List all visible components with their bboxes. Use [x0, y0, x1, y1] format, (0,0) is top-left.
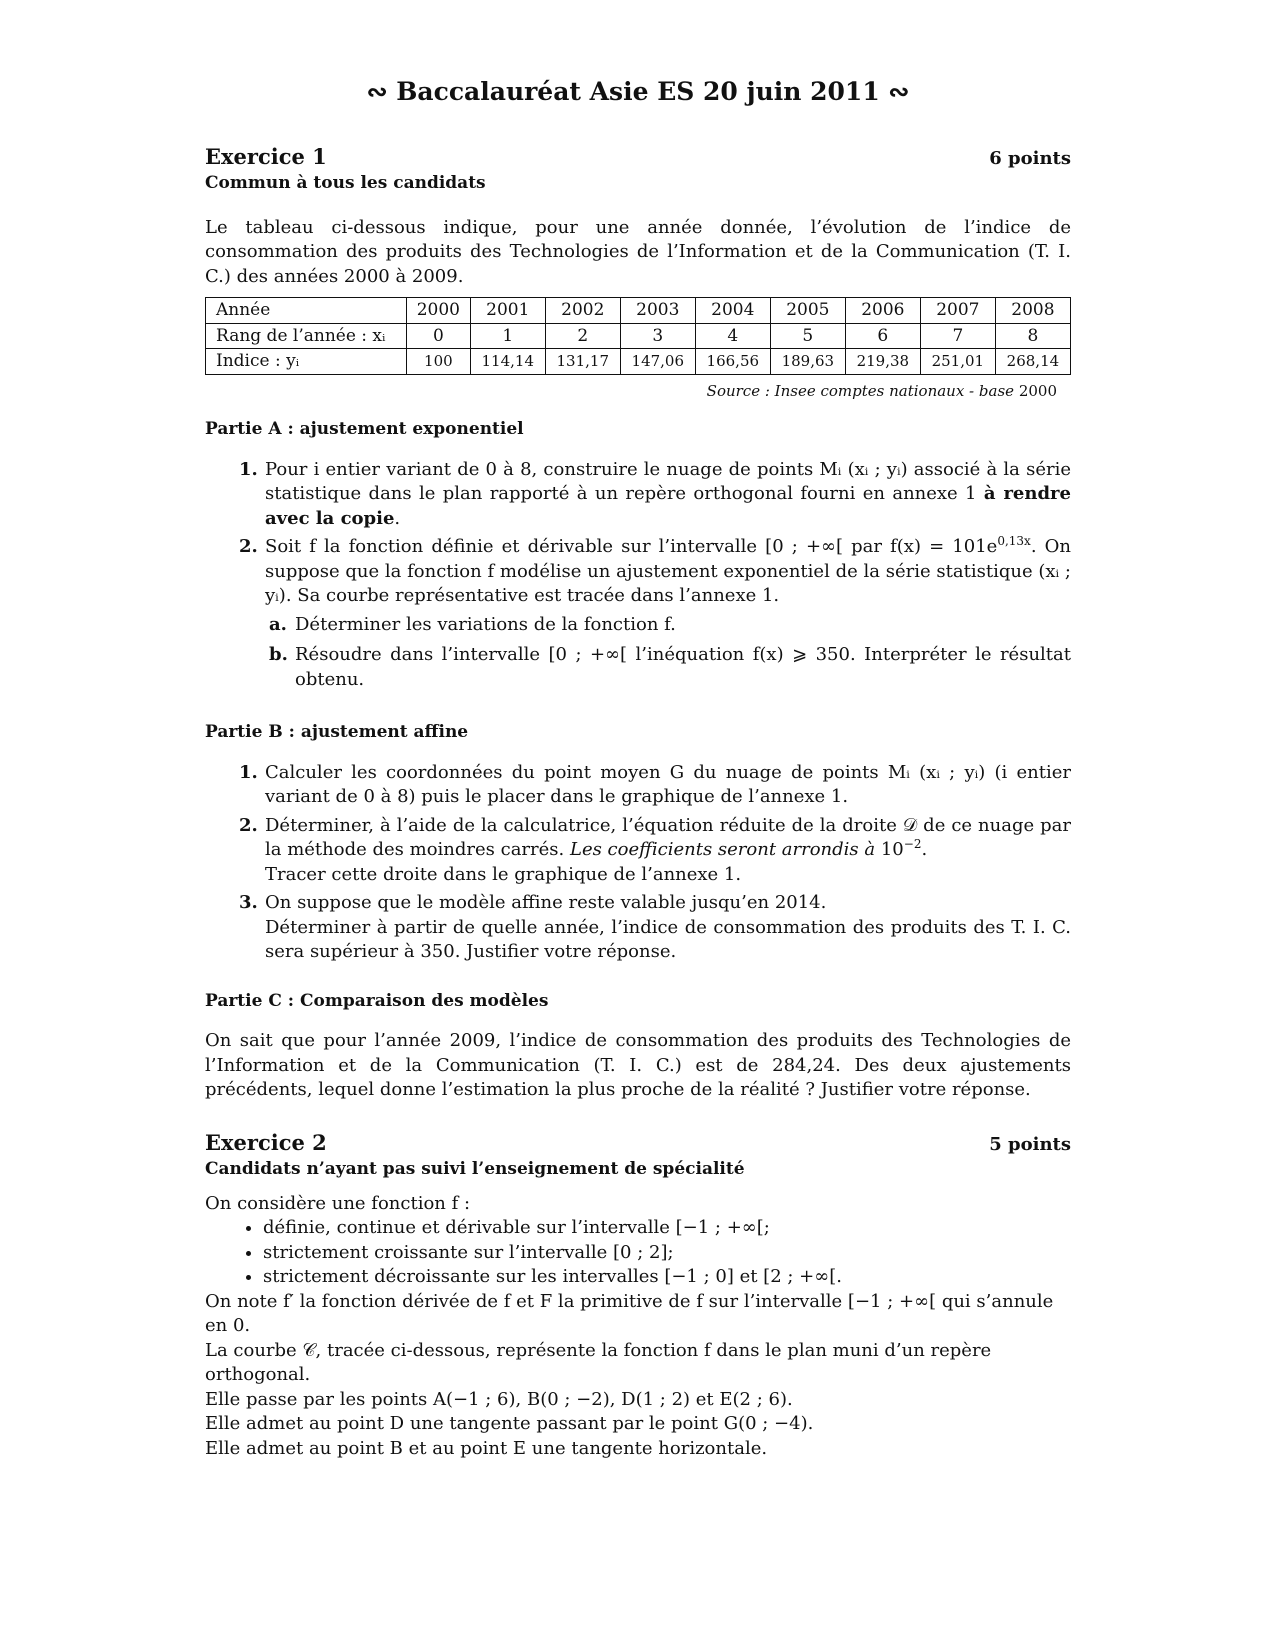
- table-cell: 219,38: [845, 349, 920, 375]
- question-b1-text: Calculer les coordonnées du point moyen G du nuage de points Mᵢ (xᵢ ; yᵢ) (i entier variant de 0 à 8) puis le placer dans le graphique de l’annexe 1.: [265, 761, 1071, 807]
- question-b3: 3. On suppose que le modèle affine reste valable jusqu’en 2014. Déterminer à partir de quelle année, l’indice de consommation des produits des T. I. C. sera supérieur à 350. Justifier votre réponse.: [239, 892, 1071, 962]
- question-a2b: b. Résoudre dans l’intervalle [0 ; +∞[ l’inéquation f(x) ⩾ 350. Interpréter le résultat obtenu.: [269, 644, 1071, 690]
- exercise-2-intro: On considère une fonction f :: [205, 1192, 471, 1214]
- exercise-2-line: On note f′ la fonction dérivée de f et F la primitive de f sur l’intervalle [−1 ; +∞[ qui s’annule en 0.: [205, 1290, 1054, 1336]
- question-a2: 2. Soit f la fonction définie et dérivable sur l’intervalle [0 ; +∞[ par $f(x) = 101e^{0,13x}$. On suppose que la fonction f modélise un ajustement exponentiel de la série statistique (xᵢ ; yᵢ). Sa courbe représentative est tracée dans l’annexe 1. a. Déterminer les variations de la fonction f. b. Résoudre dans l’intervalle [0 ; +∞[ l’inéquation f(x) ⩾ 350. Interpréter le résultat obtenu.: [265, 535, 1071, 692]
- table-cell: 5: [770, 323, 845, 349]
- question-a2b-text: Résoudre dans l’intervalle [0 ; +∞[ l’inéquation f(x) ⩾ 350. Interpréter le résultat obtenu.: [295, 644, 1071, 690]
- question-b3-line2: Déterminer à partir de quelle année, l’indice de consommation des produits des T. I. C. sera supérieur à 350. Justifier votre réponse.: [265, 916, 1071, 962]
- table-source: [205, 379, 1057, 404]
- partie-a-title: Partie A : ajustement exponentiel: [205, 419, 524, 439]
- table-cell: 2000: [407, 298, 471, 324]
- table-cell: 189,63: [770, 349, 845, 375]
- exercise-2-bullets: [205, 1216, 1071, 1290]
- table-row-label: Indice : yᵢ: [206, 349, 407, 375]
- exercise-2-line: La courbe 𝒞, tracée ci-dessous, représente la fonction f dans le plan muni d’un repère orthogonal.: [205, 1339, 992, 1385]
- partie-c-title: Partie C : Comparaison des modèles: [205, 990, 549, 1011]
- question-a1-bold: à rendre avec la copie: [265, 483, 1071, 529]
- table-row-label: Rang de l’année : xᵢ: [206, 323, 407, 349]
- table-row-years: [206, 298, 1071, 324]
- table-cell: 166,56: [695, 349, 770, 375]
- document-page: [205, 77, 1071, 1461]
- table-cell: 2004: [695, 298, 770, 324]
- table-cell: 2002: [545, 298, 620, 324]
- source-year: 2000: [1018, 381, 1057, 400]
- exercise-1-title: Exercice 1: [205, 143, 327, 169]
- source-text: Source : Insee comptes nationaux - base: [706, 381, 1015, 400]
- exercise-2-title: Exercice 2: [205, 1129, 327, 1155]
- question-a2-start: Soit f la fonction définie et dérivable sur l’intervalle [0 ; +∞[ par f(x) = 101e: [265, 536, 998, 557]
- exercise-2-line: Elle passe par les points A(−1 ; 6), B(0 ; −2), D(1 ; 2) et E(2 ; 6).: [205, 1388, 793, 1410]
- bullet-item: • strictement décroissante sur les intervalles [−1 ; 0] et [2 ; +∞[.: [263, 1265, 1071, 1290]
- question-a2-subitems: [265, 613, 1071, 693]
- exercise-1-header: [205, 145, 1071, 172]
- table-cell: 2006: [845, 298, 920, 324]
- table-cell: 7: [920, 323, 995, 349]
- table-cell: 114,14: [470, 349, 545, 375]
- table-cell: 2: [545, 323, 620, 349]
- question-a2a-text: Déterminer les variations de la fonction f.: [295, 613, 676, 635]
- question-a2-exponent: 0,13x: [997, 534, 1031, 548]
- table-row-ranks: [206, 323, 1071, 349]
- table-cell: 2005: [770, 298, 845, 324]
- question-b2-start: Déterminer, à l’aide de la calculatrice, l’équation réduite de la droite 𝒟 de ce nuage par la méthode des moindres carrés.: [265, 814, 1071, 860]
- table-cell: 251,01: [920, 349, 995, 375]
- question-b2: 2. Déterminer, à l’aide de la calculatrice, l’équation réduite de la droite 𝒟 de ce nuage par la méthode des moindres carrés. Les coefficients seront arrondis à $10^{-2}$. Tracer cette droite dans le graphique de l’annexe 1.: [239, 814, 1071, 885]
- exercise-1-intro: Le tableau ci-dessous indique, pour une année donnée, l’évolution de l’indice de consommation des produits des Technologies de l’Information et de la Communication (T. I. C.) des années 2000 à 2009.: [205, 216, 1071, 287]
- exercise-2-header: [205, 1131, 1071, 1158]
- question-a1-text: Pour i entier variant de 0 à 8, construire le nuage de points Mᵢ (xᵢ ; yᵢ) associé à la série statistique dans le plan rapporté à un repère orthogonal fourni en annexe 1: [265, 458, 1071, 504]
- table-row-indices: [206, 349, 1071, 375]
- table-cell: 1: [470, 323, 545, 349]
- question-b2-exponent: −2: [903, 837, 922, 851]
- table-cell: 0: [407, 323, 471, 349]
- table-cell: 131,17: [545, 349, 620, 375]
- table-cell: 100: [407, 349, 471, 375]
- partie-c-text: On sait que pour l’année 2009, l’indice de consommation des produits des Technologies de l’Information et de la Communication (T. I. C.) est de 284,24. Des deux ajustements précédents, lequel donne l’estimation la plus proche de la réalité ? Justifier votre réponse.: [205, 1030, 1071, 1100]
- table-cell: 2008: [995, 298, 1070, 324]
- table-cell: 3: [620, 323, 695, 349]
- exercise-2-subtitle: Candidats n’ayant pas suivi l’enseignement de spécialité: [205, 1159, 745, 1179]
- document-title: ∾ Baccalauréat Asie ES 20 juin 2011 ∾: [366, 77, 910, 106]
- bullet-item: • strictement croissante sur l’intervalle [0 ; 2];: [263, 1241, 1071, 1266]
- question-b2-italic: Les coefficients seront arrondis à: [569, 839, 876, 860]
- partie-b-title: Partie B : ajustement affine: [205, 722, 469, 742]
- table-cell: 147,06: [620, 349, 695, 375]
- data-table: [205, 297, 1071, 375]
- table-cell: 268,14: [995, 349, 1070, 375]
- partie-a-questions: [205, 458, 1071, 693]
- question-b1: 1. Calculer les coordonnées du point moyen G du nuage de points Mᵢ (xᵢ ; yᵢ) (i entier variant de 0 à 8) puis le placer dans le graphique de l’annexe 1.: [239, 761, 1071, 807]
- exercise-2-points: 5 points: [989, 1133, 1071, 1155]
- question-a2a: a. Déterminer les variations de la fonction f.: [269, 613, 676, 635]
- question-b2-line2: Tracer cette droite dans le graphique de l’annexe 1.: [265, 863, 742, 885]
- bullet-item: • définie, continue et dérivable sur l’intervalle [−1 ; +∞[;: [263, 1216, 1071, 1241]
- exercise-2-line: Elle admet au point B et au point E une tangente horizontale.: [205, 1437, 768, 1459]
- exercise-2-line: Elle admet au point D une tangente passant par le point G(0 ; −4).: [205, 1413, 814, 1434]
- table-cell: 6: [845, 323, 920, 349]
- partie-b-questions: [205, 761, 1071, 965]
- table-cell: 4: [695, 323, 770, 349]
- question-a2-end: . On suppose que la fonction f modélise un ajustement exponentiel de la série statistique (xᵢ ; yᵢ). Sa courbe représentative est tracée dans l’annexe 1.: [265, 536, 1071, 606]
- table-cell: 2003: [620, 298, 695, 324]
- table-row-label: Année: [206, 298, 407, 324]
- table-cell: 2007: [920, 298, 995, 324]
- question-b2-base: 10: [880, 839, 904, 860]
- table-cell: 8: [995, 323, 1070, 349]
- exercise-1-points: 6 points: [989, 147, 1071, 169]
- question-b3-line1: On suppose que le modèle affine reste valable jusqu’en 2014.: [265, 892, 827, 913]
- exercise-1-subtitle: Commun à tous les candidats: [205, 173, 486, 193]
- table-cell: 2001: [470, 298, 545, 324]
- question-a1: 1. Pour i entier variant de 0 à 8, construire le nuage de points Mᵢ (xᵢ ; yᵢ) associé à la série statistique dans le plan rapporté à un repère orthogonal fourni en annexe 1 à rendre avec la copie.: [239, 458, 1071, 529]
